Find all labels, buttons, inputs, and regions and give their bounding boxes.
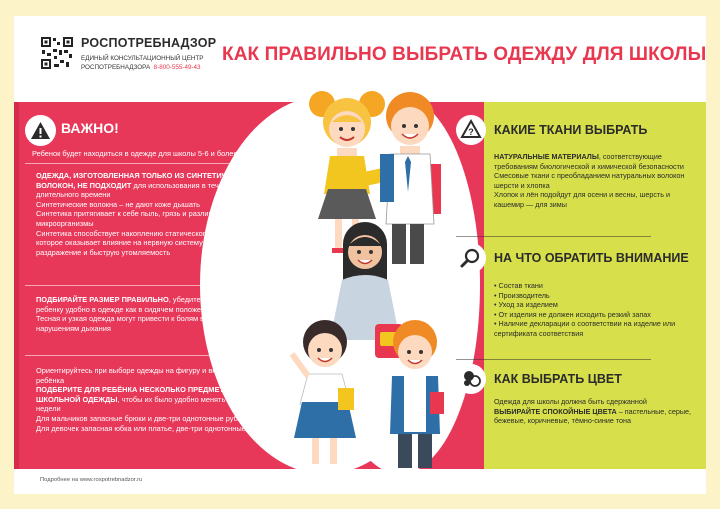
synthetic-heading: ОДЕЖДА, ИЗГОТОВЛЕННАЯ ТОЛЬКО ИЗ СИНТЕТИЧЕСКИХ ВОЛОКОН, НЕ ПОДХОДИТ xyxy=(36,171,252,190)
list-item: • Состав ткани xyxy=(494,281,694,291)
fabrics-line: Смесовые ткани с преобладанием натуральных волокон шерсти и хлопка xyxy=(494,171,685,190)
divider xyxy=(25,163,235,164)
divider xyxy=(25,355,245,356)
fabrics-text xyxy=(494,152,694,210)
synthetic-line: Синтетика способствует накоплению статического электричества, которое оказывает влияние на нервную систему ребёнка, вызывая раздражение и быструю утомляемость xyxy=(36,228,267,257)
attention-list xyxy=(494,281,694,339)
size-heading-rest: , убедитесь, что вашему ребенку удобно в одежде как в сидячем положении, так и при ходьбе xyxy=(36,295,275,314)
attention-title: НА ЧТО ОБРАТИТЬ ВНИМАНИЕ xyxy=(494,251,689,265)
org-subtitle-name: РОСПОТРЕБНАДЗОРА xyxy=(81,64,151,71)
svg-text:?: ? xyxy=(468,127,474,137)
org-subtitle: ЕДИНЫЙ КОНСУЛЬТАЦИОННЫЙ ЦЕНТР xyxy=(81,55,204,62)
warning-badge xyxy=(25,115,56,146)
page-title: КАК ПРАВИЛЬНО ВЫБРАТЬ ОДЕЖДУ ДЛЯ ШКОЛЫ xyxy=(222,44,707,65)
list-item: • От изделия не должен исходить резкий запах xyxy=(494,310,694,320)
color-palette-icon xyxy=(456,364,486,394)
children-illustration xyxy=(280,74,470,474)
palette-badge xyxy=(456,364,486,394)
fabrics-line: Хлопок и лён подойдут для осени и весны, шерсть и кашемир — для зимы xyxy=(494,190,670,209)
footer-link-text[interactable]: Подробнее на www.rospotrebnadzor.ru xyxy=(40,477,143,483)
orient-text: Ориентируйтесь при выборе одежды на фигуру и вкус самого ребёнка xyxy=(36,366,249,385)
warning-triangle-icon xyxy=(30,120,51,141)
several-line: Для мальчиков запасные брюки и две-три однотонные рубашки xyxy=(36,413,255,423)
divider xyxy=(456,236,651,237)
search-badge xyxy=(456,243,486,273)
intro-text: Ребенок будет находиться в одежде для школы 5-6 и более часов xyxy=(32,149,260,158)
color-text xyxy=(494,397,694,426)
color-heading: ВЫБИРАЙТЕ СПОКОЙНЫЕ ЦВЕТА xyxy=(494,406,617,416)
synthetic-line: Синтетические волокна – не дают коже дышать xyxy=(36,199,201,209)
org-name: РОСПОТРЕБНАДЗОР xyxy=(81,36,217,50)
list-item: • Уход за изделием xyxy=(494,300,694,310)
magnifier-icon xyxy=(456,243,486,273)
list-item: • Наличие декларации о соответствии на изделие или сертификата соответствия xyxy=(494,319,694,338)
several-section xyxy=(36,366,276,433)
girl-bottom-figure xyxy=(292,320,356,464)
synthetic-heading-rest: для использования в течение длительного времени xyxy=(36,180,236,200)
fabrics-title: КАКИЕ ТКАНИ ВЫБРАТЬ xyxy=(494,123,648,137)
hotline-phone: 8-800-555-49-43 xyxy=(153,64,201,71)
color-title: КАК ВЫБРАТЬ ЦВЕТ xyxy=(494,372,622,386)
fabrics-heading: НАТУРАЛЬНЫЕ МАТЕРИАЛЫ xyxy=(494,152,599,161)
divider xyxy=(25,285,240,286)
boy-bottom-figure xyxy=(390,320,444,468)
fabrics-heading-rest: , соответствующие требованиям биологической и химической безопасности xyxy=(494,152,684,171)
list-item: • Производитель xyxy=(494,291,694,301)
several-heading: ПОДБЕРИТЕ ДЛЯ РЕБЁНКА НЕСКОЛЬКО ПРЕДМЕТОВ ШКОЛЬНОЙ ОДЕЖДЫ xyxy=(36,385,235,404)
color-heading-rest: – пастельные, серые, бежевые, коричневые, тёмно-синие тона xyxy=(494,406,691,426)
important-title: ВАЖНО! xyxy=(61,120,119,136)
question-triangle-icon xyxy=(456,115,486,145)
question-badge xyxy=(456,115,486,145)
size-line: Тесная и узкая одежда могут привести к болям в животе и даже к нарушениям дыхания xyxy=(36,314,262,333)
several-line: Для девочек запасная юбка или платье, две-три однотонные блузки xyxy=(36,423,271,433)
color-line: Одежда для школы должна быть сдержанной xyxy=(494,397,647,406)
several-heading-rest: , чтобы их было удобно менять в течение недели xyxy=(36,394,261,414)
size-heading: ПОДБИРАЙТЕ РАЗМЕР ПРАВИЛЬНО xyxy=(36,295,169,304)
qr-code-icon xyxy=(40,36,74,70)
divider xyxy=(456,359,651,360)
boy-top-figure xyxy=(380,92,441,264)
org-subtitle-line2 xyxy=(81,64,201,71)
synthetic-line: Синтетика притягивает к себе пыль, грязь и различные микроорганизмы xyxy=(36,209,226,228)
synthetic-section xyxy=(36,171,276,257)
size-section xyxy=(36,295,276,333)
left-panel-edge xyxy=(14,102,19,469)
